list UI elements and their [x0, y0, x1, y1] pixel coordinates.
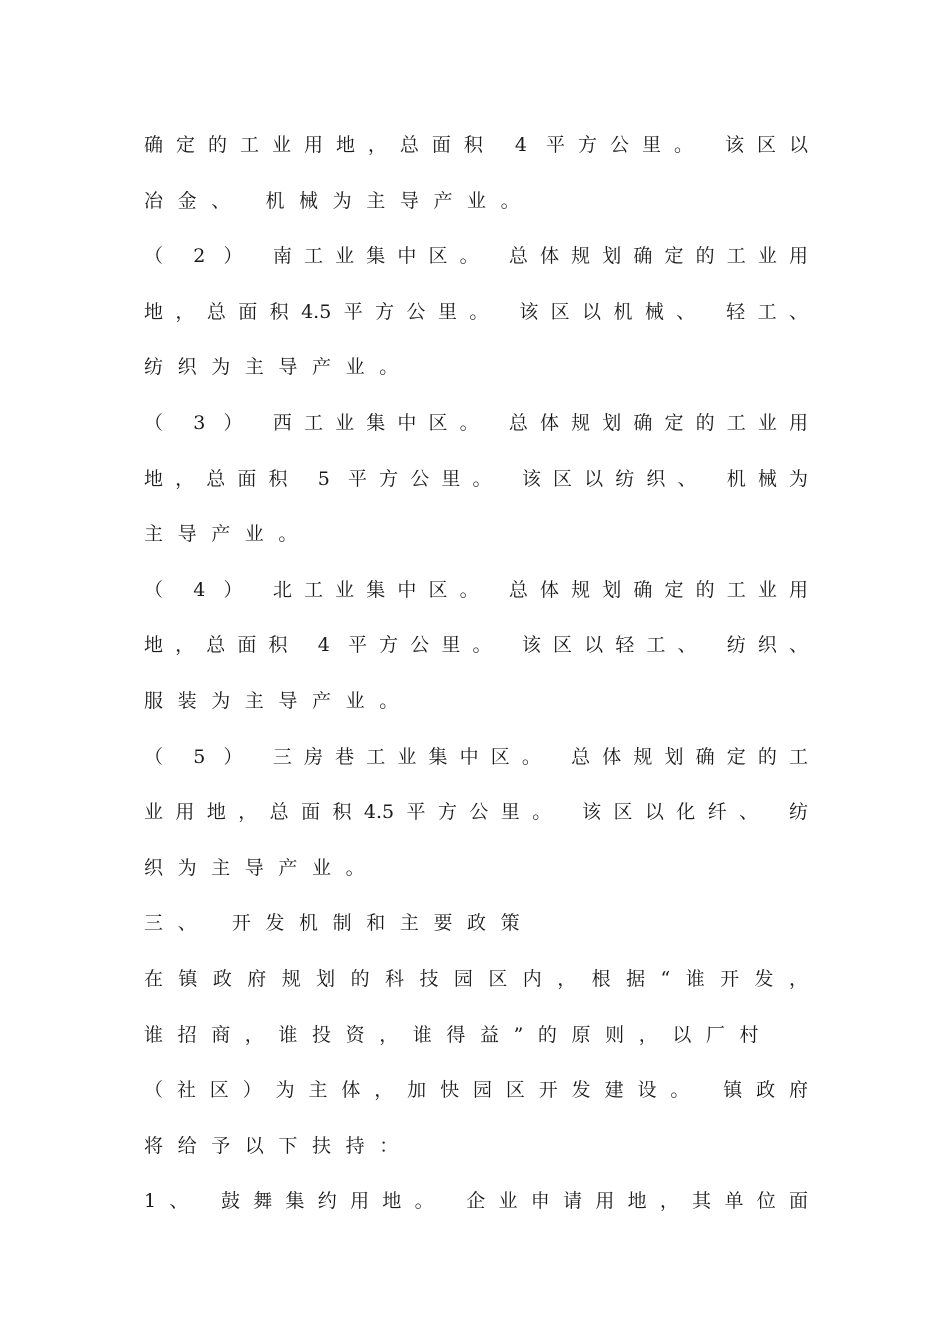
text-line: 地，总面积4.5平方公里。 该区以机械、 轻工、 — [144, 300, 808, 323]
document-page — [144, 118, 808, 1230]
text-line: （ 3 ） 西工业集中区。 总体规划确定的工业用 — [144, 411, 808, 434]
text-line: 在镇政府规划的科技园区内，根据“谁开发， — [144, 967, 808, 990]
text-line: （ 5 ） 三房巷工业集中区。 总体规划确定的工 — [144, 745, 808, 768]
text-line: 地，总面积 4 平方公里。 该区以轻工、 纺织、 — [144, 634, 808, 657]
text-line: （ 4 ） 北工业集中区。 总体规划确定的工业用 — [144, 578, 808, 601]
text-line: 主导产业。 — [144, 523, 313, 546]
text-line: 服装为主导产业。 — [144, 689, 413, 712]
text-line: 地，总面积 5 平方公里。 该区以纺织、 机械为 — [144, 467, 808, 490]
section-heading: 三、 开发机制和主要政策 — [144, 912, 535, 935]
text-line: 谁招商，谁投资，谁得益”的原则，以厂村 — [144, 1023, 774, 1046]
text-line: 冶金、 机械为主导产业。 — [144, 189, 535, 212]
text-line: （ 2 ） 南工业集中区。 总体规划确定的工业用 — [144, 245, 808, 268]
text-line: 将给予以下扶持： — [144, 1134, 413, 1157]
text-line: 1、 鼓舞集约用地。 企业申请用地，其单位面 — [144, 1190, 808, 1213]
text-line: （社区）为主体，加快园区开发建设。 镇政府 — [144, 1079, 808, 1102]
text-line: 确定的工业用地，总面积 4 平方公里。 该区以 — [144, 134, 808, 156]
text-line: 织为主导产业。 — [144, 856, 380, 879]
text-line: 业用地，总面积4.5平方公里。 该区以化纤、 纺 — [144, 801, 808, 824]
text-line: 纺织为主导产业。 — [144, 356, 413, 379]
